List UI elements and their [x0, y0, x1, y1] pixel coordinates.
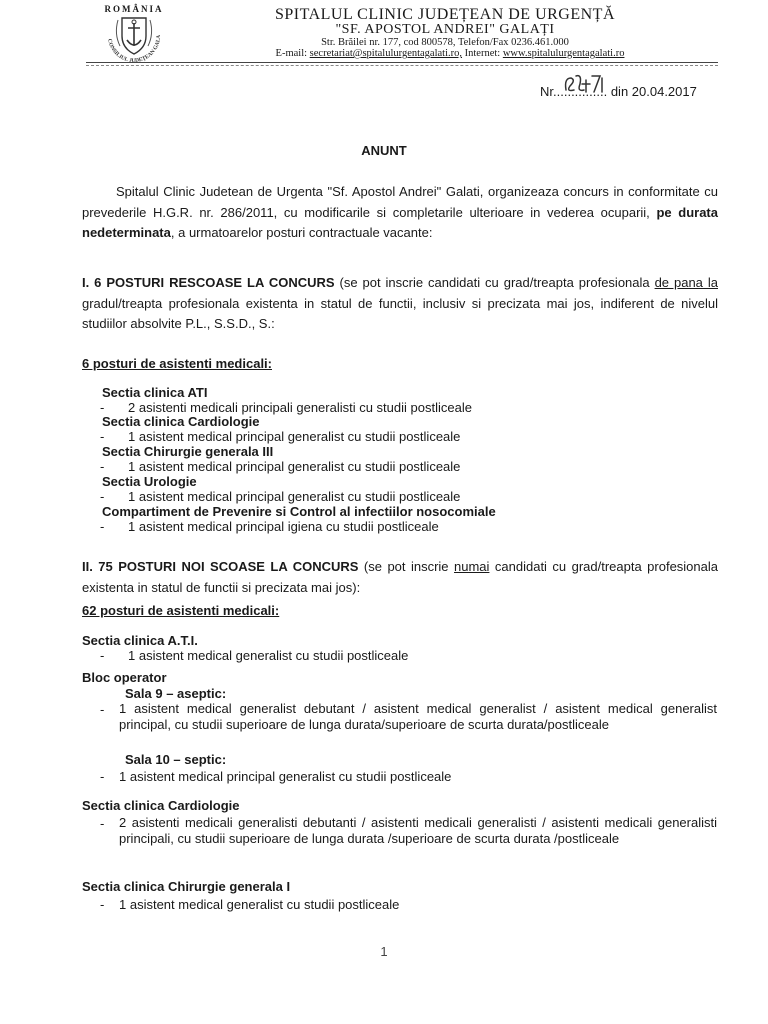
section-1-post: 1 asistent medical principal generalist cu studii postliceale — [128, 459, 461, 474]
sala-10-label: Sala 10 – septic: — [125, 752, 227, 767]
list-dash: - — [100, 459, 105, 474]
cardiologie-post: 2 asistenti medicali generalisti debutanti / asistenti medicali generalisti / asistenti medicali generalisti principali, cu studii superioare de lunga durata /superioare de scurta durata /postliceale — [119, 815, 717, 846]
sala-9-post: 1 asistent medical generalist debutant / asistent medical generalist / asistent medical generalist principal, cu studii superioare de lunga durata/superioare de scurta durata/postliceale — [119, 701, 717, 732]
internet-label: Internet: — [464, 48, 501, 59]
chirurgie-post: 1 asistent medical generalist cu studii postliceale — [119, 897, 400, 912]
list-dash: - — [100, 897, 105, 912]
intro-text-end: , a urmatoarelor posturi contractuale vacante: — [170, 225, 433, 240]
email-label: E-mail: — [275, 48, 308, 59]
section-1-dept: Compartiment de Prevenire si Control al infectiilor nosocomiale — [102, 504, 496, 519]
section-1-subheading: 6 posturi de asistenti medicali: — [82, 356, 272, 371]
chirurgie-dept: Sectia clinica Chirurgie generala I — [82, 879, 291, 894]
intro-bold-term: pe durata nedeterminata — [82, 204, 718, 240]
list-dash: - — [100, 702, 105, 717]
list-dash: - — [100, 648, 105, 663]
svg-text:CONSILIUL JUDEȚEAN GALAȚI — [100, 14, 162, 64]
section-1-post: 1 asistent medical principal generalist cu studii postliceale — [128, 429, 461, 444]
section-1-paragraph — [82, 273, 718, 335]
section-2-text: (se pot inscrie — [358, 559, 455, 574]
nr-label: Nr. — [540, 84, 557, 99]
nr-dots: .............. — [556, 84, 608, 99]
cardiologie-dept: Sectia clinica Cardiologie — [82, 798, 240, 813]
hospital-address: Str. Brăilei nr. 177, cod 800578, Telefon/Fax 0236.461.000 — [321, 37, 569, 48]
section-2-paragraph — [82, 557, 718, 598]
list-dash: - — [100, 816, 105, 831]
section-1-text-end: gradul/treapta profesionala existenta in statul de functii, inclusiv si precizata mai jos, indiferent de nivelul studiilor absolvite P.L., S.S.D., S.: — [82, 295, 718, 331]
seal-text: CONSILIUL JUDEȚEAN GALA — [106, 34, 163, 64]
section-1-post: 2 asistenti medicali principali generalisti cu studii postliceale — [128, 400, 472, 415]
section-1-dept: Sectia Chirurgie generala III — [102, 444, 274, 459]
ati-dept: Sectia clinica A.T.I. — [82, 633, 198, 648]
section-1-dept: Sectia Urologie — [102, 474, 197, 489]
section-1-heading: I. 6 POSTURI RESCOASE LA CONCURS — [82, 275, 335, 290]
handwritten-number-icon — [562, 70, 612, 96]
county-seal-icon — [100, 14, 168, 64]
logo-country: ROMÂNIA — [104, 4, 164, 14]
list-dash: - — [100, 769, 105, 784]
sala-9-label: Sala 9 – aseptic: — [125, 686, 227, 701]
section-1-post: 1 asistent medical principal igiena cu studii postliceale — [128, 519, 439, 534]
intro-text: Spitalul Clinic Judetean de Urgenta "Sf. Apostol Andrei" Galati, organizeaza concurs in conformitate cu prevederile H.G.R. nr. 286/2011, cu modificarile si completarile ulterioare in vederea ocuparii, — [82, 184, 718, 220]
hospital-contact — [200, 48, 700, 59]
section-1-dept: Sectia clinica ATI — [102, 385, 208, 400]
hospital-name: SPITALUL CLINIC JUDEȚEAN DE URGENȚĂ — [274, 6, 616, 23]
section-1-post: 1 asistent medical principal generalist cu studii postliceale — [128, 489, 461, 504]
page-number: 1 — [380, 944, 388, 959]
list-dash: - — [100, 400, 105, 415]
email-address: secretariat@spitalulurgentagalati.ro, — [309, 48, 463, 59]
section-1-text: (se pot inscrie candidati cu grad/treapta profesionala — [334, 275, 655, 290]
list-dash: - — [100, 519, 105, 534]
section-1-underlined: de pana la — [654, 275, 718, 290]
section-1-dept: Sectia clinica Cardiologie — [102, 414, 260, 429]
intro-paragraph — [82, 182, 718, 244]
sala-10-post: 1 asistent medical principal generalist cu studii postliceale — [119, 769, 452, 784]
bloc-operator-dept: Bloc operator — [82, 670, 167, 685]
document-title: ANUNT — [361, 143, 407, 158]
reference-date: din 20.04.2017 — [610, 84, 697, 99]
website: www.spitalulurgentagalati.ro — [502, 48, 625, 59]
section-2-underlined: numai — [454, 559, 490, 574]
section-2-subheading: 62 posturi de asistenti medicali: — [82, 603, 280, 618]
hospital-subtitle: "SF. APOSTOL ANDREI" GALAȚI — [335, 22, 555, 37]
list-dash: - — [100, 429, 105, 444]
section-2-text-end: candidati cu grad/treapta profesionala existenta in statul de functii si precizata mai jos): — [82, 559, 718, 595]
header-rule — [86, 62, 718, 63]
section-2-heading: II. 75 POSTURI NOI SCOASE LA CONCURS — [82, 559, 359, 574]
reference-number — [540, 84, 697, 99]
header-rule-dashed — [86, 65, 718, 66]
hospital-logo — [86, 4, 182, 64]
list-dash: - — [100, 489, 105, 504]
ati-post: 1 asistent medical generalist cu studii postliceale — [128, 648, 409, 663]
